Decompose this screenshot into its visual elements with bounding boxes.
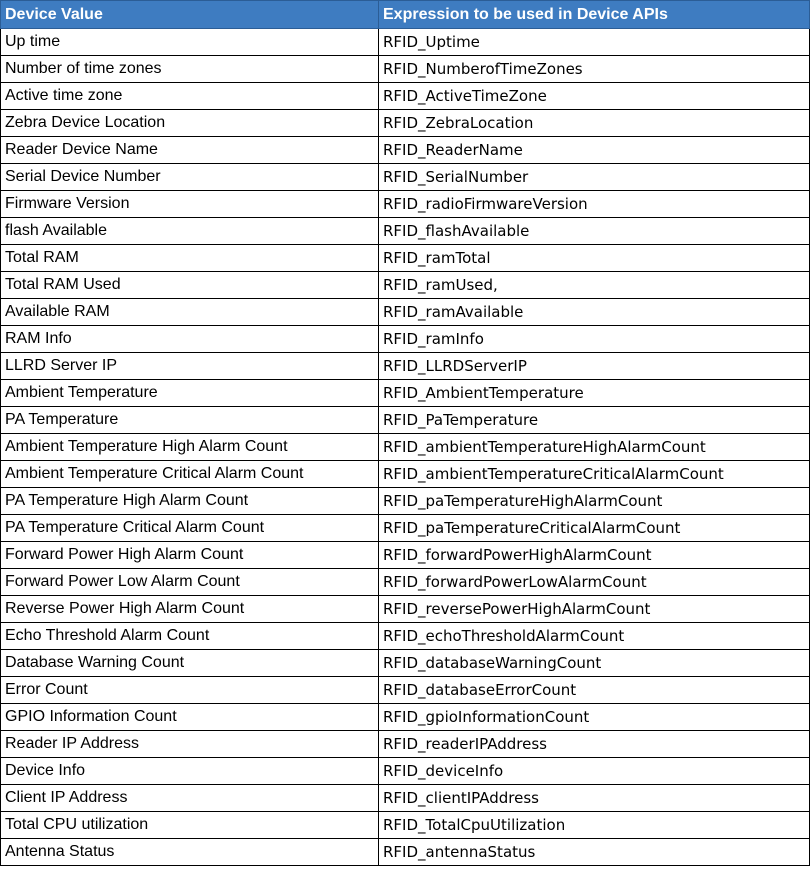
expression-cell: RFID_forwardPowerHighAlarmCount bbox=[379, 542, 810, 569]
table-row bbox=[1, 83, 810, 110]
table-row bbox=[1, 56, 810, 83]
device-value-cell: Forward Power High Alarm Count bbox=[1, 542, 379, 569]
table-row bbox=[1, 677, 810, 704]
table-row bbox=[1, 758, 810, 785]
device-value-cell: Number of time zones bbox=[1, 56, 379, 83]
device-value-cell: Database Warning Count bbox=[1, 650, 379, 677]
device-value-cell: Total RAM bbox=[1, 245, 379, 272]
device-value-cell: LLRD Server IP bbox=[1, 353, 379, 380]
device-value-cell: Error Count bbox=[1, 677, 379, 704]
table-row bbox=[1, 110, 810, 137]
table-row bbox=[1, 353, 810, 380]
expression-cell: RFID_AmbientTemperature bbox=[379, 380, 810, 407]
table-row bbox=[1, 488, 810, 515]
expression-cell: RFID_ZebraLocation bbox=[379, 110, 810, 137]
table-row bbox=[1, 218, 810, 245]
expression-cell: RFID_ambientTemperatureCriticalAlarmCount bbox=[379, 461, 810, 488]
table-row bbox=[1, 812, 810, 839]
expression-cell: RFID_deviceInfo bbox=[379, 758, 810, 785]
device-value-cell: Up time bbox=[1, 29, 379, 56]
table-row bbox=[1, 380, 810, 407]
device-value-cell: Echo Threshold Alarm Count bbox=[1, 623, 379, 650]
table-row bbox=[1, 515, 810, 542]
table-row bbox=[1, 191, 810, 218]
expression-cell: RFID_echoThresholdAlarmCount bbox=[379, 623, 810, 650]
table-row bbox=[1, 29, 810, 56]
expression-cell: RFID_clientIPAddress bbox=[379, 785, 810, 812]
table-row bbox=[1, 731, 810, 758]
table-row bbox=[1, 542, 810, 569]
device-value-cell: Zebra Device Location bbox=[1, 110, 379, 137]
table-row bbox=[1, 164, 810, 191]
expression-cell: RFID_gpioInformationCount bbox=[379, 704, 810, 731]
device-value-cell: PA Temperature bbox=[1, 407, 379, 434]
device-value-cell: Ambient Temperature High Alarm Count bbox=[1, 434, 379, 461]
expression-cell: RFID_radioFirmwareVersion bbox=[379, 191, 810, 218]
expression-cell: RFID_databaseErrorCount bbox=[379, 677, 810, 704]
device-value-cell: Reader Device Name bbox=[1, 137, 379, 164]
expression-cell: RFID_ramAvailable bbox=[379, 299, 810, 326]
device-value-cell: Forward Power Low Alarm Count bbox=[1, 569, 379, 596]
expression-cell: RFID_ReaderName bbox=[379, 137, 810, 164]
table-row bbox=[1, 839, 810, 866]
table-row bbox=[1, 623, 810, 650]
expression-cell: RFID_NumberofTimeZones bbox=[379, 56, 810, 83]
table-row bbox=[1, 596, 810, 623]
table-row bbox=[1, 245, 810, 272]
table-row bbox=[1, 326, 810, 353]
table-row bbox=[1, 137, 810, 164]
device-value-cell: PA Temperature High Alarm Count bbox=[1, 488, 379, 515]
column-header-device-value: Device Value bbox=[1, 1, 379, 29]
expression-cell: RFID_databaseWarningCount bbox=[379, 650, 810, 677]
device-value-cell: GPIO Information Count bbox=[1, 704, 379, 731]
device-value-cell: RAM Info bbox=[1, 326, 379, 353]
column-header-expression: Expression to be used in Device APIs bbox=[379, 1, 810, 29]
device-value-cell: Device Info bbox=[1, 758, 379, 785]
expression-cell: RFID_readerIPAddress bbox=[379, 731, 810, 758]
device-value-cell: Reverse Power High Alarm Count bbox=[1, 596, 379, 623]
table-row bbox=[1, 272, 810, 299]
device-value-cell: PA Temperature Critical Alarm Count bbox=[1, 515, 379, 542]
device-value-cell: flash Available bbox=[1, 218, 379, 245]
expression-cell: RFID_flashAvailable bbox=[379, 218, 810, 245]
table-header-row bbox=[1, 1, 810, 29]
table-body bbox=[1, 29, 810, 866]
expression-cell: RFID_forwardPowerLowAlarmCount bbox=[379, 569, 810, 596]
expression-cell: RFID_LLRDServerIP bbox=[379, 353, 810, 380]
expression-cell: RFID_paTemperatureHighAlarmCount bbox=[379, 488, 810, 515]
expression-cell: RFID_ActiveTimeZone bbox=[379, 83, 810, 110]
expression-cell: RFID_TotalCpuUtilization bbox=[379, 812, 810, 839]
table-row bbox=[1, 461, 810, 488]
table-row bbox=[1, 785, 810, 812]
table-row bbox=[1, 704, 810, 731]
expression-cell: RFID_antennaStatus bbox=[379, 839, 810, 866]
device-value-cell: Active time zone bbox=[1, 83, 379, 110]
expression-cell: RFID_PaTemperature bbox=[379, 407, 810, 434]
device-value-cell: Total RAM Used bbox=[1, 272, 379, 299]
table-row bbox=[1, 407, 810, 434]
device-value-cell: Serial Device Number bbox=[1, 164, 379, 191]
device-value-cell: Available RAM bbox=[1, 299, 379, 326]
device-value-cell: Antenna Status bbox=[1, 839, 379, 866]
expression-cell: RFID_reversePowerHighAlarmCount bbox=[379, 596, 810, 623]
expression-cell: RFID_paTemperatureCriticalAlarmCount bbox=[379, 515, 810, 542]
table-row bbox=[1, 434, 810, 461]
expression-cell: RFID_ramTotal bbox=[379, 245, 810, 272]
expression-cell: RFID_SerialNumber bbox=[379, 164, 810, 191]
table-row bbox=[1, 299, 810, 326]
expression-cell: RFID_Uptime bbox=[379, 29, 810, 56]
device-value-cell: Ambient Temperature bbox=[1, 380, 379, 407]
device-value-cell: Client IP Address bbox=[1, 785, 379, 812]
device-value-cell: Ambient Temperature Critical Alarm Count bbox=[1, 461, 379, 488]
table-row bbox=[1, 569, 810, 596]
device-value-cell: Firmware Version bbox=[1, 191, 379, 218]
expression-cell: RFID_ambientTemperatureHighAlarmCount bbox=[379, 434, 810, 461]
device-value-cell: Total CPU utilization bbox=[1, 812, 379, 839]
expression-cell: RFID_ramUsed, bbox=[379, 272, 810, 299]
expression-cell: RFID_ramInfo bbox=[379, 326, 810, 353]
table-row bbox=[1, 650, 810, 677]
device-value-cell: Reader IP Address bbox=[1, 731, 379, 758]
